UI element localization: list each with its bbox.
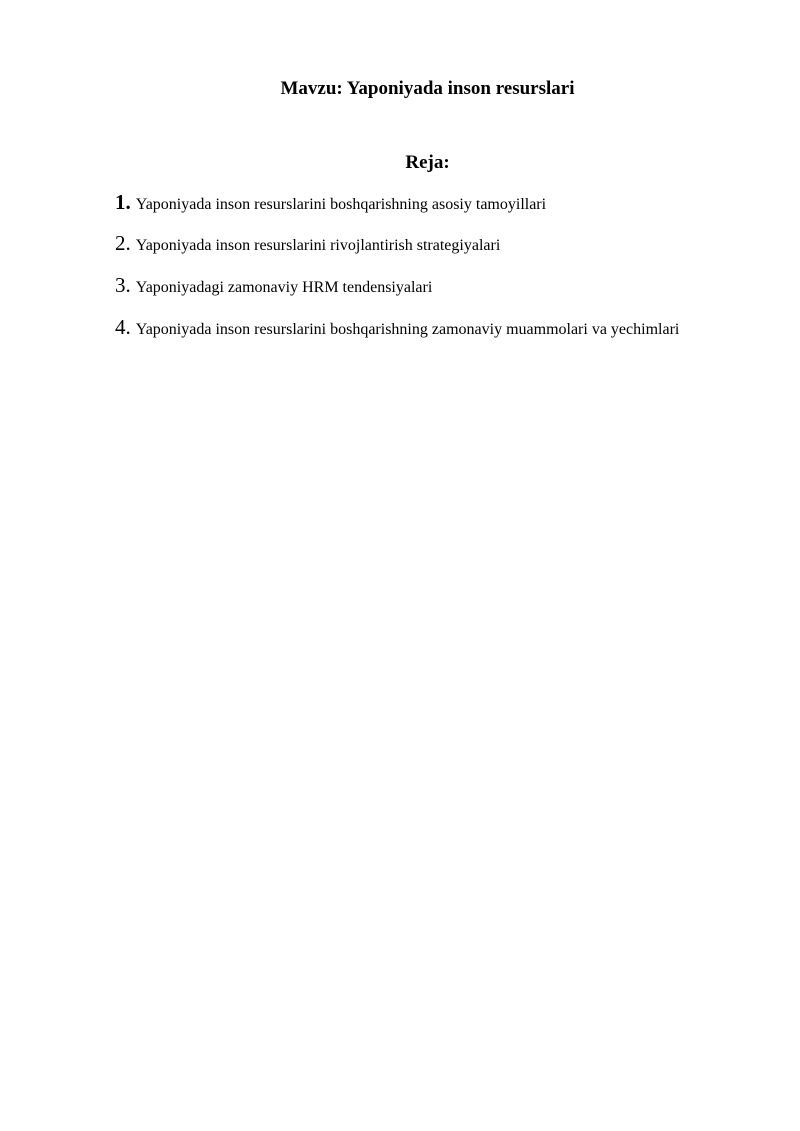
document-title: Mavzu: Yaponiyada inson resurslari bbox=[280, 78, 575, 99]
plan-item-3 bbox=[115, 273, 705, 300]
plan-item-2 bbox=[115, 231, 705, 258]
plan-item-number: 1. bbox=[115, 190, 131, 214]
plan-item-text: Yaponiyada inson resurslarini boshqarishning zamonaviy muammolari va yechimlari bbox=[135, 321, 680, 338]
plan-list bbox=[115, 190, 705, 357]
plan-item-number: 3. bbox=[115, 273, 131, 297]
plan-item-text: Yaponiyada inson resurslarini rivojlantirish strategiyalari bbox=[135, 237, 501, 254]
plan-heading: Reja: bbox=[405, 152, 450, 173]
plan-item-number: 2. bbox=[115, 231, 131, 255]
plan-item-1 bbox=[115, 190, 705, 217]
plan-item-text: Yaponiyada inson resurslarini boshqarishning asosiy tamoyillari bbox=[135, 196, 547, 213]
plan-item-4 bbox=[115, 315, 705, 342]
plan-item-number: 4. bbox=[115, 315, 131, 339]
plan-item-text: Yaponiyadagi zamonaviy HRM tendensiyalari bbox=[135, 279, 433, 296]
